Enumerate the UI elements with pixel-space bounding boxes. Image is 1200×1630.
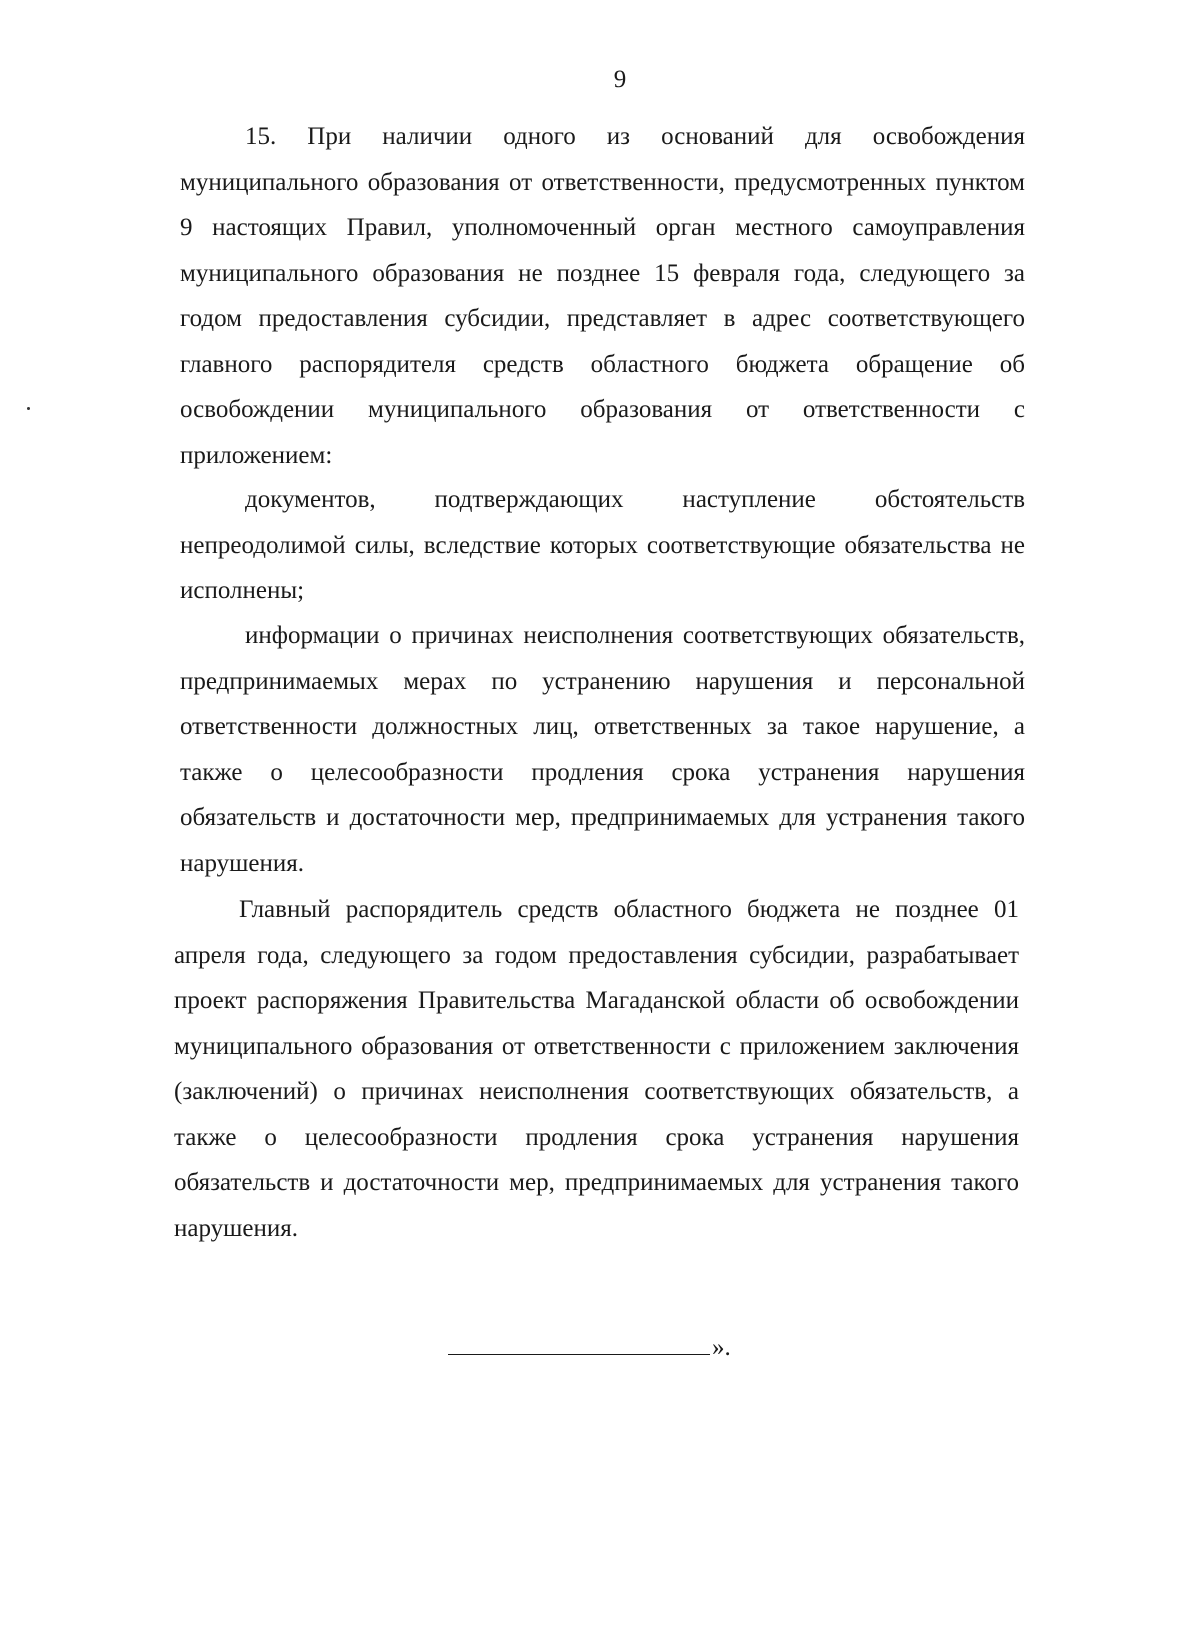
- paragraph-main-administrator: [174, 887, 1019, 1251]
- closing-line: [448, 1334, 731, 1362]
- page-number: 9: [613, 66, 627, 93]
- paragraph-text: 15. При наличии одного из оснований для освобождения муниципального образования от ответственности, предусмотренных пунктом 9 настоящих Правил, уполномоченный орган местного самоуправления муниципального образования не позднее 15 февраля года, следующего за годом предоставления субсидии, представляет в адрес соответствующего главного распорядителя средств областного бюджета обращение об освобождении муниципального образования от ответственности с приложением:: [180, 123, 1025, 469]
- closing-quote-mark: ».: [712, 1334, 731, 1361]
- horizontal-rule: [448, 1334, 710, 1355]
- paragraph-documents: [180, 477, 1025, 614]
- paragraph-text: Главный распорядитель средств областного бюджета не позднее 01 апреля года, следующего за годом предоставления субсидии, разрабатывает проект распоряжения Правительства Магаданской области об освобождении муниципального образования от ответственности с приложением заключения (заключений) о причинах неисполнения соответствующих обязательств, а также о целесообразности продления срока устранения нарушения обязательств и достаточности мер, предпринимаемых для устранения такого нарушения.: [174, 896, 1019, 1242]
- paragraph-information: [180, 613, 1025, 886]
- paragraph-text: документов, подтверждающих наступление обстоятельств непреодолимой силы, вследствие которых соответствующие обязательства не исполнены;: [180, 486, 1025, 604]
- paragraph-text: информации о причинах неисполнения соответствующих обязательств, предпринимаемых мерах по устранению нарушения и персональной ответственности должностных лиц, ответственных за такое нарушение, а также о целесообразности продления срока устранения нарушения обязательств и достаточности мер, предпринимаемых для устранения такого нарушения.: [180, 622, 1025, 877]
- paragraph-15-intro: [180, 114, 1025, 478]
- scan-speck: [27, 407, 30, 410]
